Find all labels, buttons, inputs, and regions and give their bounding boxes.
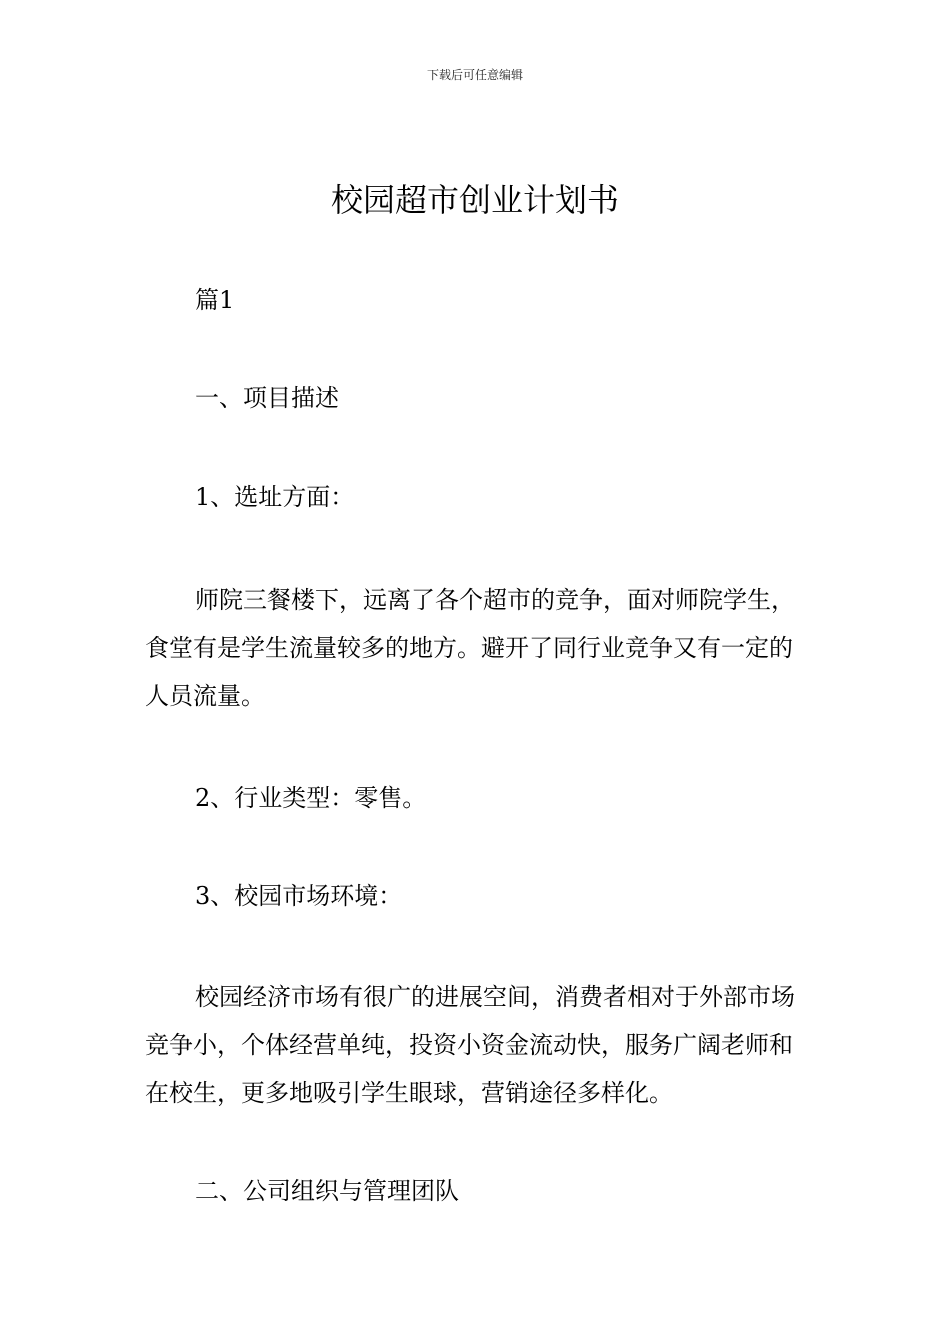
- heading-project-description: 一、项目描述: [195, 384, 339, 412]
- document-title: 校园超市创业计划书: [330, 181, 619, 219]
- subheading-location: 1、选址方面：: [195, 483, 355, 511]
- page-header-note: 下载后可任意编辑: [426, 68, 523, 82]
- heading-organization-team: 二、公司组织与管理团队: [195, 1177, 459, 1205]
- subheading-campus-market: 3、校园市场环境：: [195, 882, 403, 910]
- section-label: 篇1: [195, 286, 235, 314]
- paragraph-location: 师院三餐楼下，远离了各个超市的竞争，面对师院学生，食堂有是学生流量较多的地方。避开了同行业竞争又有一定的人员流量。: [145, 586, 795, 710]
- paragraph-campus-market: 校园经济市场有很广的进展空间，消费者相对于外部市场竞争小，个体经营单纯，投资小资金流动快，服务广阔老师和在校生，更多地吸引学生眼球，营销途径多样化。: [145, 983, 795, 1107]
- subheading-industry-type: 2、行业类型：零售。: [195, 784, 427, 812]
